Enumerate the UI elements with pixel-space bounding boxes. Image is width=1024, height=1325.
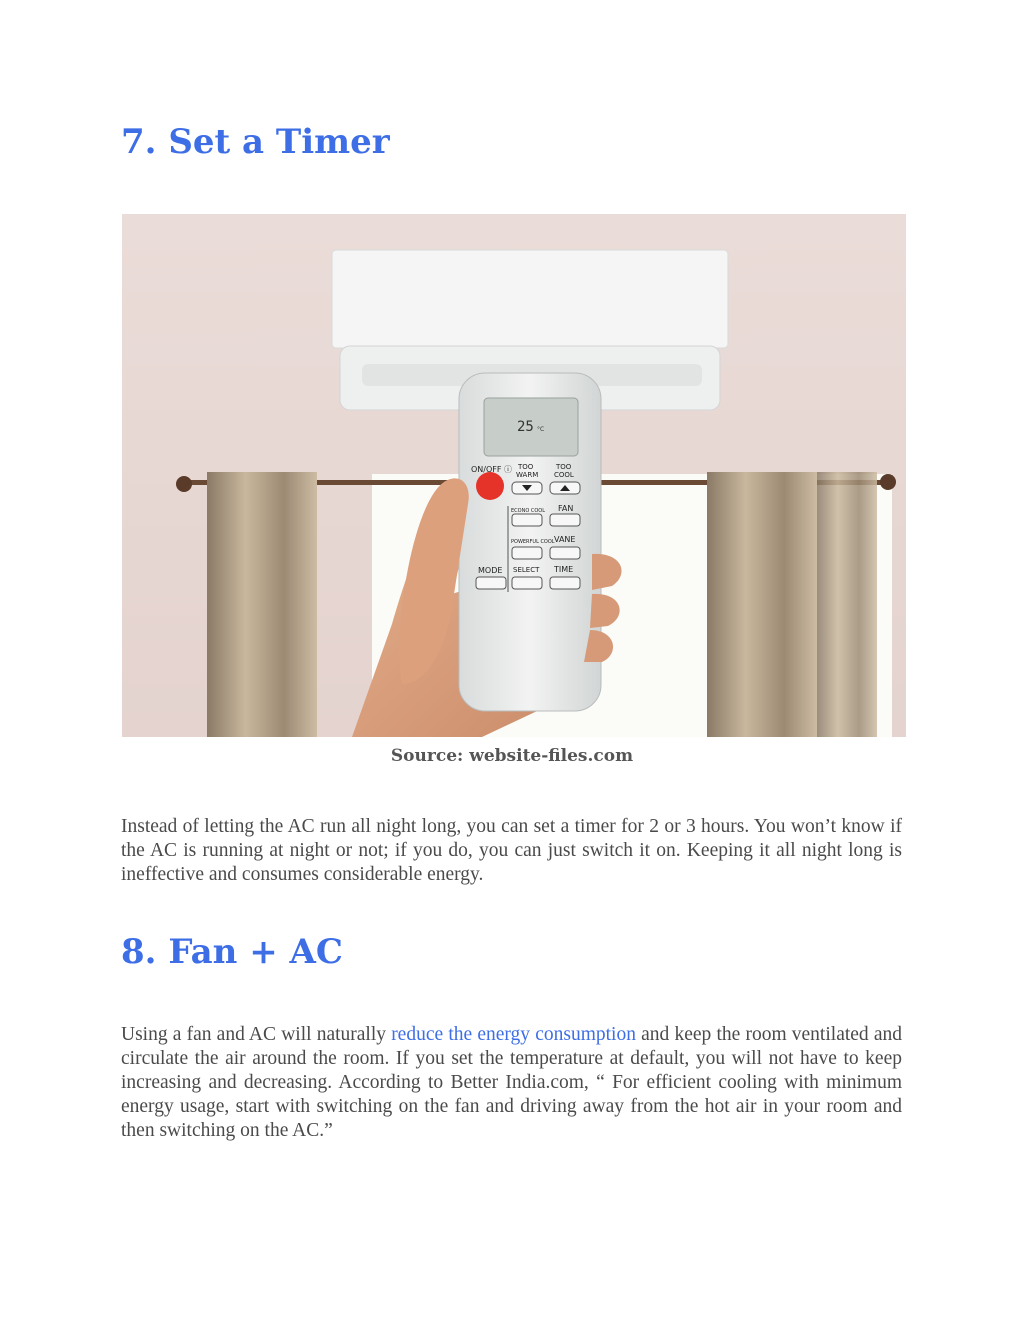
remote-label-time: TIME	[554, 565, 574, 574]
remote-label-too-warm-2: WARM	[516, 471, 539, 479]
remote-label-fan: FAN	[558, 504, 574, 513]
remote-label-vane: VANE	[554, 535, 576, 544]
remote-display-unit: °C	[537, 426, 545, 433]
paragraph-set-timer: Instead of letting the AC run all night long, you can set a timer for 2 or 3 hours. You won’t know if the AC is running at night or not; if you do, you can just switch it on. Keeping it all night long is ineffective and consumes considerable energy.	[121, 816, 902, 885]
ac-remote-illustration	[122, 214, 906, 737]
remote-label-select: SELECT	[513, 566, 540, 574]
remote-label-powerful: POWERFUL COOL	[511, 539, 555, 545]
paragraph-fan-ac	[121, 1023, 902, 1143]
section-heading-set-timer: 7. Set a Timer	[121, 122, 390, 162]
remote-label-mode: MODE	[478, 566, 503, 575]
section-heading-fan-ac: 8. Fan + AC	[121, 932, 343, 972]
remote-label-econo: ECONO COOL	[511, 508, 545, 514]
remote-label-too-cool-1: TOO	[556, 463, 572, 471]
image-caption: Source: website-files.com	[390, 746, 634, 766]
remote-label-too-warm-1: TOO	[518, 463, 534, 471]
paragraph-text-after-link: and keep the room ventilated and circulate the air around the room. If you set the temperature at default, you will not have to keep increasing and decreasing. According to Better India.com, “ For efficient cooling with minimum energy usage, start with switching on the fan and driving away from the hot air in your room and then switching on the AC.”	[121, 1024, 902, 1141]
reduce-energy-link[interactable]: reduce the energy consumption	[391, 1024, 636, 1045]
remote-label-onoff: ON/OFF ⓘ	[471, 465, 513, 474]
paragraph-text-before-link: Using a fan and AC will naturally	[121, 1024, 392, 1045]
remote-display-temp: 25	[517, 419, 534, 435]
ac-remote-photo	[122, 214, 906, 737]
remote-label-too-cool-2: COOL	[554, 471, 574, 479]
